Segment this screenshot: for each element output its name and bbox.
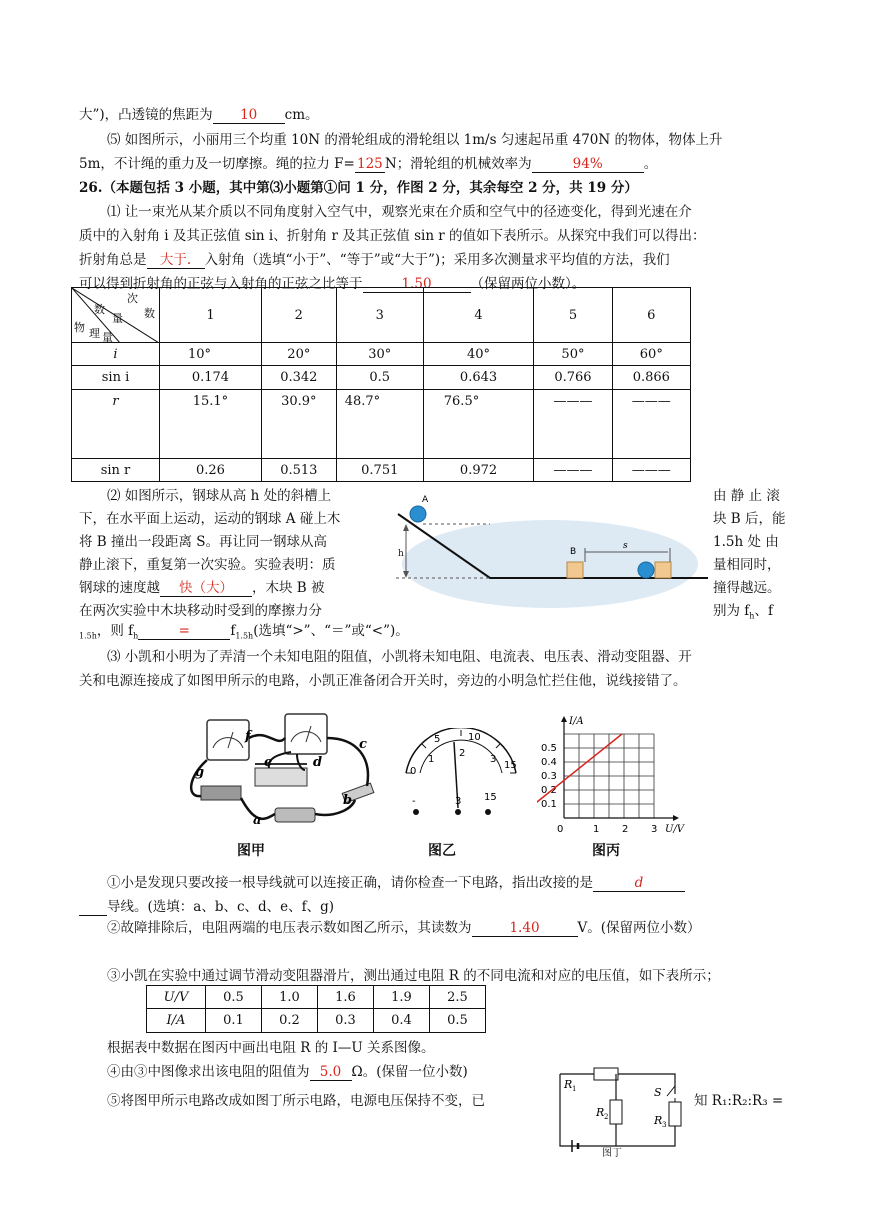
table-cell: 0.766 [534,366,612,390]
table-cell: 0.513 [261,459,336,482]
dial-tick-0: 0 [410,766,417,777]
table-cell: 0.1 [206,1009,262,1033]
wire-label-c: c [359,737,367,752]
pulley-line2 [79,155,789,173]
x-tick: 1 [593,824,600,835]
figure-label-bing: 图丙 [592,843,620,859]
ball-after [638,562,654,578]
table-row [72,459,691,482]
fig-label-s: s [623,541,628,551]
block-b [567,562,583,578]
table-cell: 0.342 [261,366,336,390]
q4-unit: Ω。(保留一位小数) [351,1064,468,1080]
refraction-compare-answer[interactable]: 大于. [147,253,205,269]
fig-label-a: A [422,495,429,505]
table-row [72,366,691,390]
dial-tick-3: 3 [490,754,497,765]
dial-tick-2: 2 [459,748,466,759]
wire-label-f: f [245,729,251,744]
r2-resistor [610,1100,622,1124]
corner-liang2: 量 [102,331,113,344]
force-answer[interactable]: 125 [355,157,385,173]
dial-tick-10: 10 [468,732,481,743]
ramp-background [402,520,698,608]
p2-sub-h2: h [133,631,139,641]
table-cell: 0.5 [206,986,262,1009]
p2-line2: 下，在水平面上运动，运动的钢球 A 碰上木 [79,511,341,527]
resistance-answer[interactable]: 5.0 [310,1065,352,1081]
table-cell: 1.9 [374,986,430,1009]
p3-line2: 关和电源连接成了如图甲所示的电路，小凯正准备闭合开关时，旁边的小明急忙拦住他，说线接错了。 [79,673,687,689]
ramp-figure [378,486,708,616]
svg-text:1: 1 [572,1085,577,1093]
block-b-moved [655,562,671,578]
resistor [201,786,241,800]
q1-text: ①小是发现只要改接一根导线就可以连接正确，请你检查一下电路，指出改接的是 [107,875,593,891]
x-tick: 3 [651,824,658,835]
p1-text-b: 入射角（选填“小于”、“等于”或“大于”)；采用多次测量求平均值的方法，我们 [204,252,670,268]
table-cell: 0.174 [160,366,262,390]
table-cell: 2.5 [430,986,486,1009]
table-cell: 0.5 [430,1009,486,1033]
x-tick: 2 [622,824,629,835]
table-cell: 30.9° [261,390,336,459]
voltage-answer[interactable]: 1.40 [472,921,578,937]
p2-line7 [79,622,789,646]
q26-header: 26.（本题包括 3 小题，其中第⑶小题第①问 1 分，作图 2 分，其余每空 2 分，共 19 分） [79,180,638,196]
q5-line: ⑤将图甲所示电路改成如图丁所示电路，电源电压保持不变，已 [107,1093,485,1109]
p2-line2-right: 块 B 后，能 [713,511,786,527]
corner-liang: 量 [112,312,123,325]
wire-label-a: a [253,813,262,828]
ball-a [410,506,426,522]
iu-table [146,985,486,1033]
table-cell: 40° [423,343,534,366]
table-cell: 0.5 [336,366,423,390]
q1-line2 [79,898,789,916]
p2-line6: 在两次实验中木块移动时受到的摩擦力分 [79,603,322,619]
q5-line-right: 知 R₁:R₂:R₃ = [694,1093,784,1109]
y-tick: 0.5 [541,743,557,754]
p2-line4-right: 量相同时， [713,557,781,573]
table-cell: 20° [261,343,336,366]
q2-text: ②故障排除后，电阻两端的电压表示数如图乙所示，其读数为 [107,920,472,936]
table-cell: 60° [612,343,690,366]
corner-shuju: 数 [94,303,105,316]
p2-text-f2: 、f [754,603,773,619]
p3-line1: ⑶ 小凯和小明为了弄清一个未知电阻的阻值，小凯将未知电阻、电流表、电压表、滑动变阻器、开 [107,649,692,665]
switch-label: S [654,1086,662,1099]
voltmeter-dial-figure [398,728,520,828]
r3-resistor [669,1102,681,1126]
table-cell: 0.866 [612,366,690,390]
q3-line: ③小凯在实验中通过调节滑动变阻器滑片，测出通过电阻 R 的不同电流和对应的电压值，如下表所示； [107,968,720,984]
p2-text-f: 别为 f [713,603,750,619]
pulley-text-a: 5m，不计绳的重力及一切摩擦。绳的拉力 F= [79,156,355,172]
q3b-line: 根据表中数据在图丙中画出电阻 R 的 I—U 关系图像。 [107,1040,435,1056]
p1-text-a: 折射角总是 [79,252,147,268]
table-row [147,1009,486,1033]
p2-sub-15h: 1.5h [79,631,97,641]
friction-compare-answer[interactable]: = [138,624,230,640]
battery [275,808,315,822]
p1-line3 [79,251,789,269]
table-cell: 0.2 [262,1009,318,1033]
table-cell: 0.3 [318,1009,374,1033]
terminal-15: 15 [484,792,497,803]
p2-line1: ⑵ 如图所示，钢球从高 h 处的斜槽上 [107,488,332,504]
wire-answer[interactable]: d [593,876,685,892]
q4-text: ④由③中图像求出该电阻的阻值为 [107,1064,310,1080]
p1-text-c: 可以得到折射角的正弦与入射角的正弦之比等于 [79,276,363,292]
circuit-figure-jia [187,708,387,838]
table-row [72,390,691,459]
table-cell: 0.26 [160,459,262,482]
row-label: sin r [72,459,160,482]
q2-unit: V。(保留两位小数） [577,920,701,936]
table-col-header: 5 [534,288,612,343]
figure-label-yi: 图乙 [428,843,456,859]
p2-line3-right: 1.5h 处 由 [713,534,779,550]
table-cell: 30° [336,343,423,366]
table-cell: ——— [612,390,690,459]
table-col-header: 4 [423,288,534,343]
p2-line3: 将 B 撞出一段距离 S。再让同一钢球从高 [79,534,328,550]
row-label: r [72,390,160,459]
row-label: i [72,343,160,366]
x-tick: 0 [557,824,564,835]
p1-line2: 质中的入射角 i 及其正弦值 sin i、折射角 r 及其正弦值 sin r 的值如下表所示。从探究中我们可以得出： [79,228,706,244]
ammeter [207,720,249,760]
figure-label-ding: 图丁 [602,1148,622,1159]
table-cell: 76.5° [423,390,534,459]
r1-label: R [564,1078,573,1091]
corner-ci: 次 [127,292,138,305]
wire-label-g: g [195,765,205,780]
p2-sub-h: h [749,611,755,621]
q2-line [107,919,789,937]
table-cell: 50° [534,343,612,366]
pulley-line1: ⑸ 如图所示，小丽用三个均重 10N 的滑轮组成的滑轮组以 1m/s 匀速起吊重 470N 的物体，物体上升 [107,132,723,148]
table-col-header: 6 [612,288,690,343]
r1-resistor [594,1068,618,1080]
p1-line1: ⑴ 让一束光从某介质以不同角度射入空气中，观察光束在介质和空气中的径迹变化，得到光速在介 [107,204,692,220]
table-cell: 1.6 [318,986,374,1009]
q-prev-line [79,106,789,124]
sine-ratio-answer[interactable]: 1.50 [363,277,471,293]
efficiency-answer[interactable]: 94% [532,157,644,173]
table-cell: ——— [534,390,612,459]
table-col-header: 2 [261,288,336,343]
p2-text-then: ，则 f [96,623,134,639]
wire-label-e: e [264,755,273,770]
pulley-text-b: N；滑轮组的机械效率为 [384,156,532,172]
table-row [72,343,691,366]
r3-label: R [654,1114,663,1127]
dial-tick-5: 5 [434,734,441,745]
table-cell: 0.972 [423,459,534,482]
fig-label-h: h [398,549,404,559]
pulley-text-c: 。 [643,156,658,172]
q1-blank-tail [79,900,107,916]
table-cell: 0.751 [336,459,423,482]
dial-tick-15: 15 [504,760,517,771]
row-label: I/A [147,1009,206,1033]
table-row [147,986,486,1009]
table-cell: 0.643 [423,366,534,390]
y-tick: 0.4 [541,757,557,768]
switch-s[interactable] [667,1086,675,1096]
y-tick: 0.2 [541,785,557,796]
q1-options: 导线。(选填：a、b、c、d、e、f、g) [107,899,335,915]
p2-line1-right: 由 静 止 滚 [713,488,780,504]
iu-graph [537,712,697,837]
terminal-minus: - [412,796,416,807]
table-cell: 0.4 [374,1009,430,1033]
voltmeter [285,714,327,754]
row-label: U/V [147,986,206,1009]
p2-line4: 静止滚下，重复第一次实验。实验表明：质 [79,557,336,573]
table-cell: ——— [534,459,612,482]
fig-label-b: B [570,547,577,557]
table-corner-cell [72,288,160,343]
table-cell: 15.1° [160,390,262,459]
corner-shu: 数 [144,307,155,320]
svg-text:2: 2 [604,1113,609,1121]
p2-sub-15h2: 1.5h [235,631,254,641]
q-prev-text: 大”)，凸透镜的焦距为 [79,107,213,123]
row-label: sin i [72,366,160,390]
terminal-3: 3 [455,796,462,807]
p2-text-f3: f [230,623,236,639]
corner-wu: 物 [74,321,85,334]
table-cell: ——— [612,459,690,482]
table-col-header: 3 [336,288,423,343]
table-col-header: 1 [160,288,262,343]
focal-length-answer[interactable]: 10 [213,108,285,124]
table-cell: 48.7° [336,390,423,459]
refraction-table [71,287,691,482]
p1-text-d: （保留两位小数）。 [470,276,586,292]
p2-text-options: (选填“>”、“＝”或“<”)。 [253,623,409,639]
graph-xlabel: U/V [665,824,685,835]
figure-label-jia: 图甲 [237,843,265,859]
table-cell: 1.0 [262,986,318,1009]
y-tick: 0.3 [541,771,557,782]
speed-answer[interactable]: 快（大） [160,581,252,597]
wire-label-d: d [313,755,323,770]
r2-label: R [596,1106,605,1119]
rheostat [255,768,307,786]
q-prev-unit: cm。 [284,107,319,123]
svg-text:3: 3 [662,1121,667,1129]
p2-line5-right: 撞得越远。 [713,580,781,596]
table-cell: 10° [160,343,262,366]
q1-line [107,874,789,892]
p2-text-a: 钢球的速度越 [79,580,160,596]
corner-li: 理 [89,327,100,340]
p2-text-b: ，木块 B 被 [252,580,325,596]
wire-label-b: b [343,793,353,808]
dial-tick-1: 1 [428,754,435,765]
graph-ylabel: I/A [569,716,584,727]
y-tick: 0.1 [541,799,557,810]
